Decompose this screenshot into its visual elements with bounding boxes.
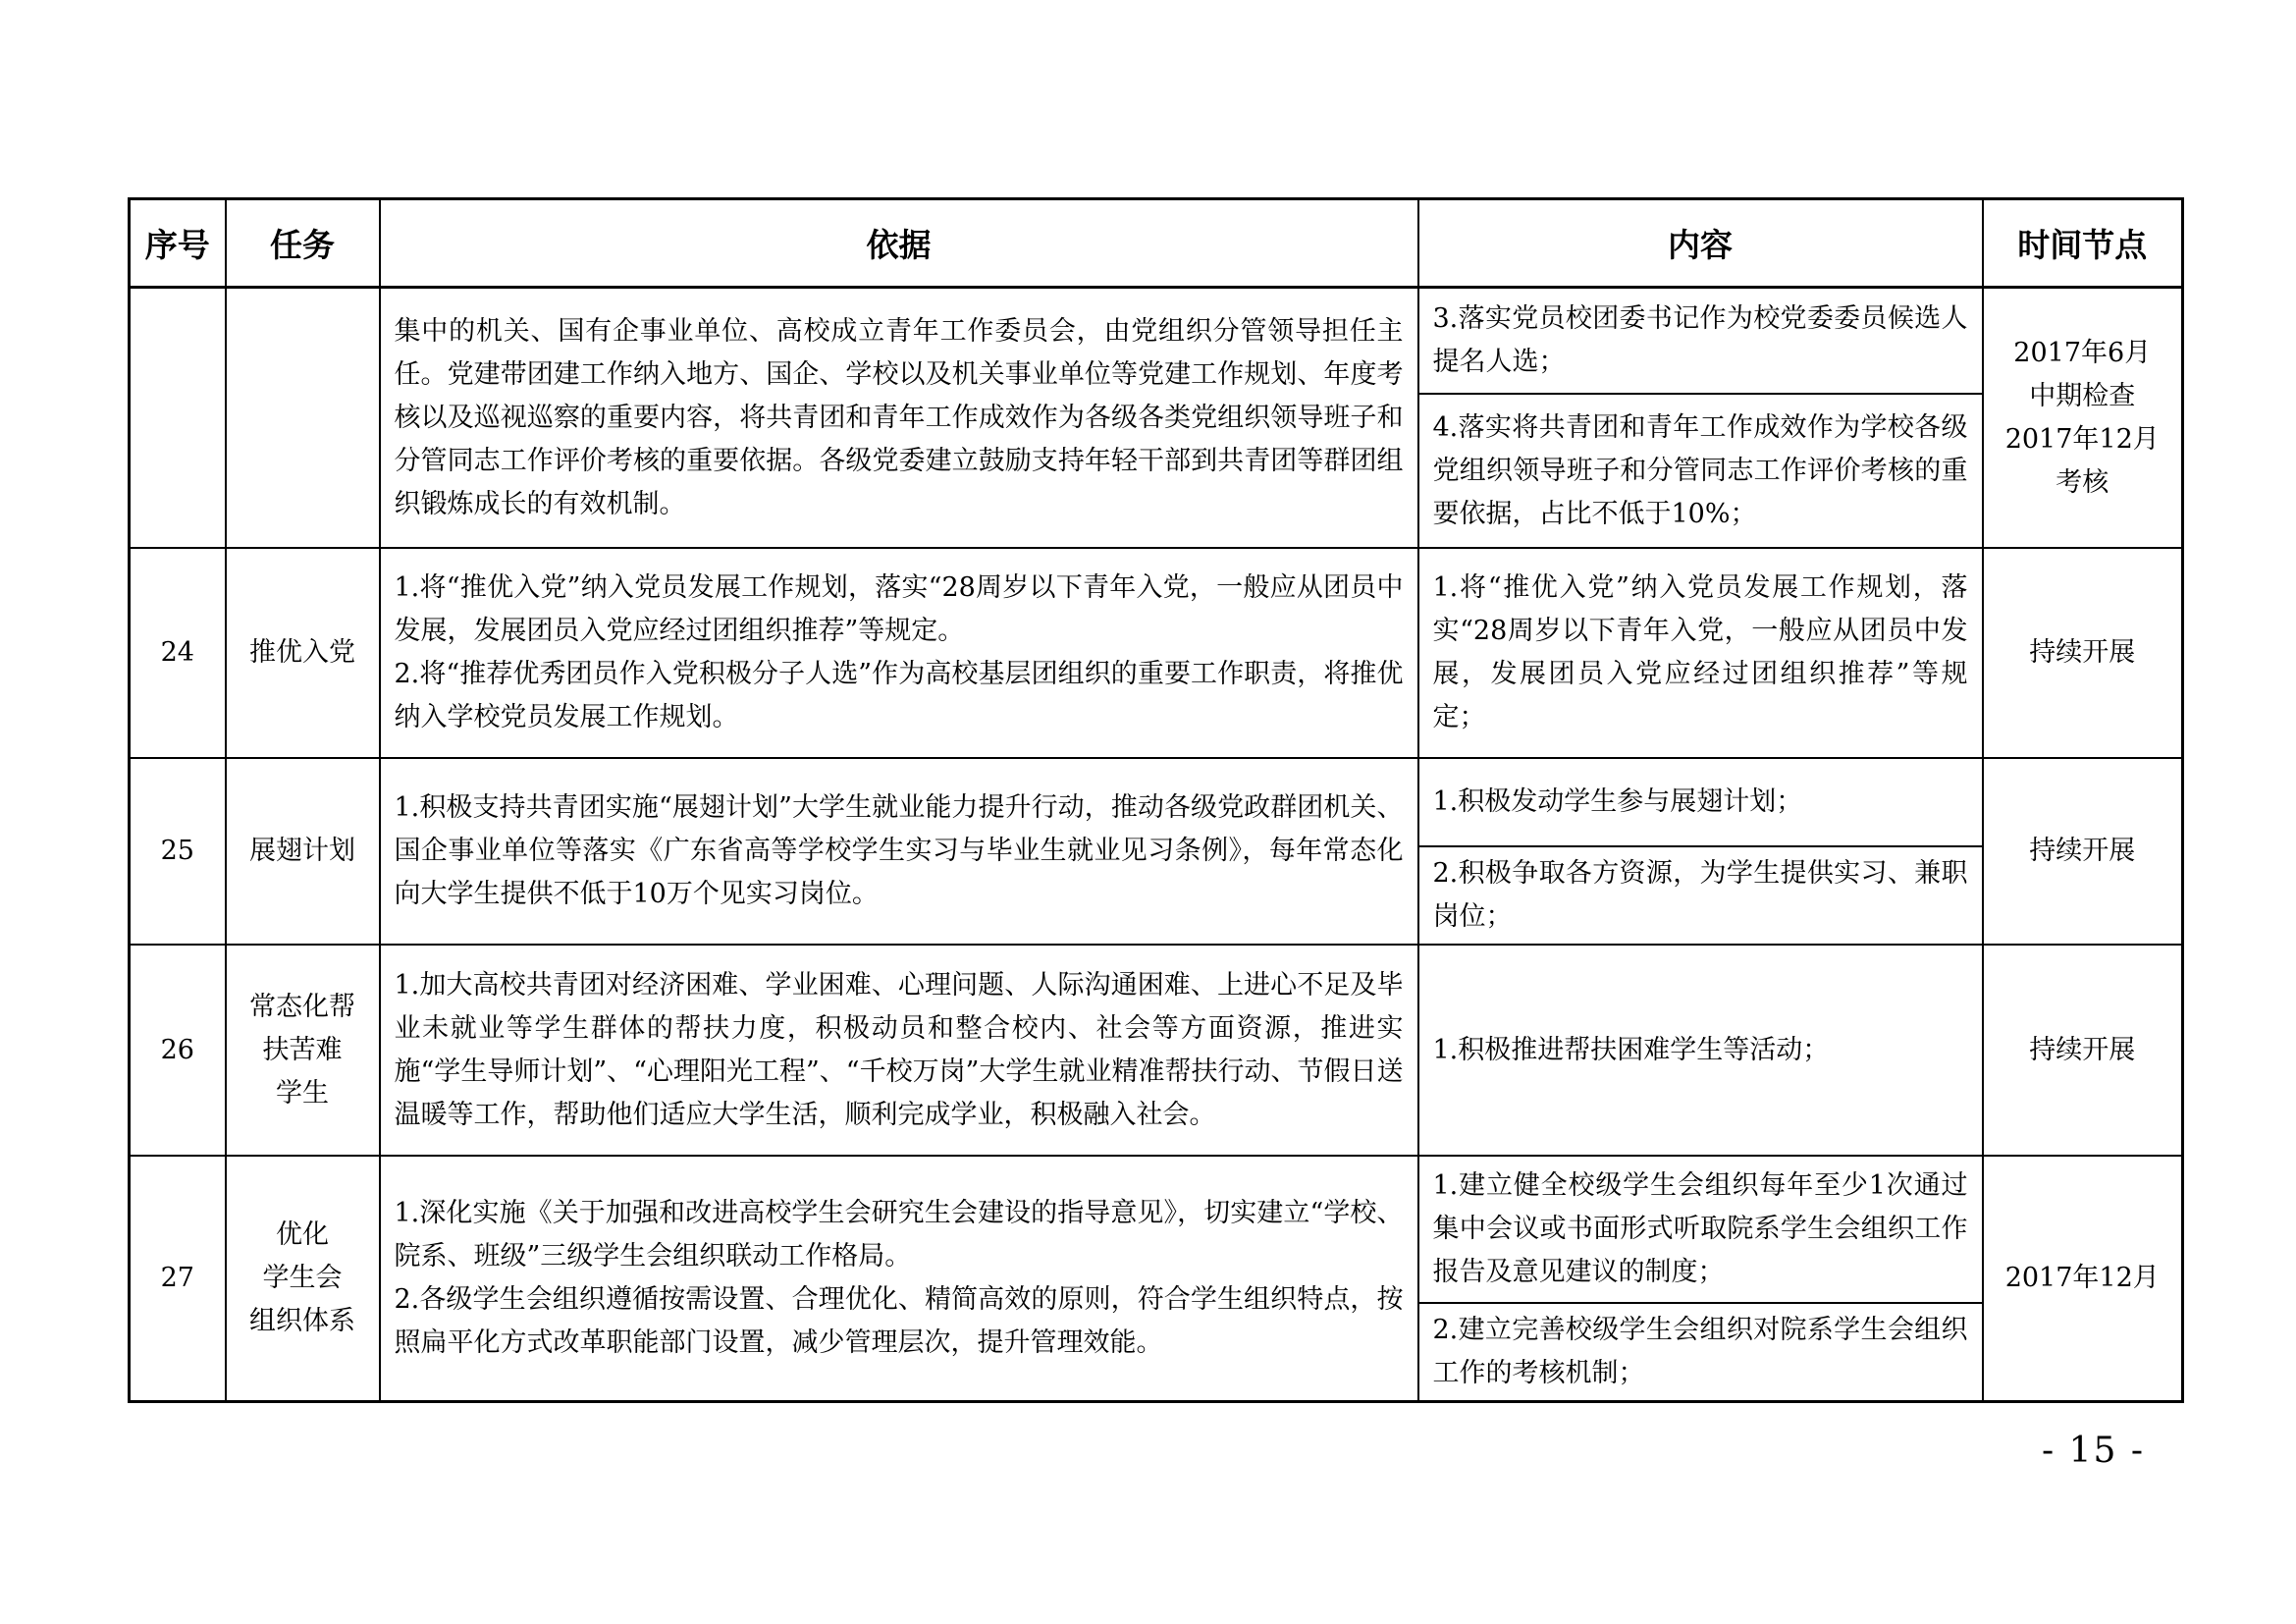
basis-paragraph: 集中的机关、国有企事业单位、高校成立青年工作委员会，由党组织分管领导担任主任。党建带团建工作纳入地方、国企、学校以及机关事业单位等党建工作规划、年度考核以及巡视巡察的重要内容，将共青团和青年工作成效作为各级各类党组织领导班子和分管同志工作评价考核的重要依据。各级党委建立鼓励支持年轻干部到共青团等群团组织锻炼成长的有效机制。 xyxy=(394,315,1404,519)
time-line: 持续开展 xyxy=(2029,836,2136,866)
content-cell xyxy=(1418,548,1983,758)
basis-paragraph: 2.各级学生会组织遵循按需设置、合理优化、精简高效的原则，符合学生组织特点，按照扁平化方式改革职能部门设置，减少管理层次，提升管理效能。 xyxy=(394,1284,1404,1358)
table-row xyxy=(130,548,2183,758)
basis-cell xyxy=(380,1156,1418,1402)
basis-paragraph: 1.积极支持共青团实施“展翅计划”大学生就业能力提升行动，推动各级党政群团机关、国企事业单位等落实《广东省高等学校学生实习与毕业生就业见习条例》，每年常态化向大学生提供不低于10万个见实习岗位。 xyxy=(394,792,1404,909)
basis-paragraph: 1.深化实施《关于加强和改进高校学生会研究生会建设的指导意见》，切实建立“学校、院系、班级”三级学生会组织联动工作格局。 xyxy=(394,1198,1404,1272)
header-seq: 序号 xyxy=(130,199,226,288)
task-cell xyxy=(226,945,380,1156)
task-line: 学生会 xyxy=(262,1263,343,1293)
time-line: 持续开展 xyxy=(2029,637,2136,668)
task-cell xyxy=(226,758,380,945)
content-item: 1.积极推进帮扶困难学生等活动； xyxy=(1432,1034,1830,1065)
content-item: 3.落实党员校团委书记作为校党委委员候选人提名人选； xyxy=(1432,303,1968,377)
task-line: 学生 xyxy=(276,1077,329,1109)
content-cell xyxy=(1418,945,1983,1156)
task-cell xyxy=(226,1156,380,1402)
header-content: 内容 xyxy=(1418,199,1983,288)
basis-paragraph: 1.加大高校共青团对经济困难、学业困难、心理问题、人际沟通困难、上进心不足及毕业未就业等学生群体的帮扶力度，积极动员和整合校内、社会等方面资源，推进实施“学生导师计划”、“心理阳光工程”、“千校万岗”大学生就业精准帮扶行动、节假日送温暖等工作，帮助他们适应大学生活，顺利完成学业，积极融入社会。 xyxy=(394,969,1404,1130)
task-line: 组织体系 xyxy=(249,1306,355,1336)
table-row xyxy=(130,758,2183,945)
basis-paragraph: 1.将“推优入党”纳入党员发展工作规划，落实“28周岁以下青年入党，一般应从团员中发展，发展团员入党应经过团组织推荐”等规定。 xyxy=(394,572,1404,646)
content-item: 1.积极发动学生参与展翅计划； xyxy=(1432,786,1803,817)
time-cell xyxy=(1983,288,2183,549)
seq-cell xyxy=(130,288,226,549)
time-cell xyxy=(1983,1156,2183,1402)
task-line: 常态化帮 xyxy=(249,991,355,1022)
task-cell xyxy=(226,288,380,549)
basis-paragraph: 2.将“推荐优秀团员作入党积极分子人选”作为高校基层团组织的重要工作职责，将推优纳入学校党员发展工作规划。 xyxy=(394,659,1404,732)
header-task: 任务 xyxy=(226,199,380,288)
time-line: 考核 xyxy=(2056,466,2109,498)
basis-cell xyxy=(380,548,1418,758)
page-number: - 15 - xyxy=(2042,1431,2146,1471)
seq-cell: 27 xyxy=(130,1156,226,1402)
content-cell xyxy=(1418,1156,1983,1402)
time-line: 2017年12月 xyxy=(2004,423,2160,455)
task-line: 优化 xyxy=(276,1219,329,1250)
header-time: 时间节点 xyxy=(1983,199,2183,288)
basis-cell xyxy=(380,288,1418,549)
content-cell xyxy=(1418,758,1983,945)
header-basis: 依据 xyxy=(380,199,1418,288)
table-row xyxy=(130,288,2183,549)
seq-cell: 25 xyxy=(130,758,226,945)
content-item: 1.将“推优入党”纳入党员发展工作规划，落实“28周岁以下青年入党，一般应从团员中发展，发展团员入党应经过团组织推荐”等规定； xyxy=(1432,572,1968,732)
content-item: 2.积极争取各方资源，为学生提供实习、兼职岗位； xyxy=(1419,845,1982,944)
content-item: 1.建立健全校级学生会组织每年至少1次通过集中会议或书面形式听取院系学生会组织工作报告及意见建议的制度； xyxy=(1432,1170,1968,1287)
seq-cell: 24 xyxy=(130,548,226,758)
time-line: 中期检查 xyxy=(2029,380,2136,411)
content-item: 2.建立完善校级学生会组织对院系学生会组织工作的考核机制； xyxy=(1419,1302,1982,1400)
time-line: 2017年12月 xyxy=(2004,1263,2160,1293)
table-row xyxy=(130,1156,2183,1402)
time-line: 持续开展 xyxy=(2029,1034,2136,1065)
content-item: 4.落实将共青团和青年工作成效作为学校各级党组织领导班子和分管同志工作评价考核的重要依据，占比不低于10%； xyxy=(1419,393,1982,547)
task-line: 扶苦难 xyxy=(262,1034,343,1065)
task-line: 推优入党 xyxy=(249,637,355,668)
content-cell xyxy=(1418,288,1983,549)
time-cell xyxy=(1983,548,2183,758)
table-row xyxy=(130,945,2183,1156)
task-line: 展翅计划 xyxy=(249,836,355,866)
basis-cell xyxy=(380,758,1418,945)
basis-cell xyxy=(380,945,1418,1156)
seq-cell: 26 xyxy=(130,945,226,1156)
table-header-row xyxy=(130,199,2183,288)
time-cell xyxy=(1983,758,2183,945)
task-table xyxy=(128,197,2184,1403)
time-cell xyxy=(1983,945,2183,1156)
time-line: 2017年6月 xyxy=(2013,337,2152,368)
task-cell xyxy=(226,548,380,758)
